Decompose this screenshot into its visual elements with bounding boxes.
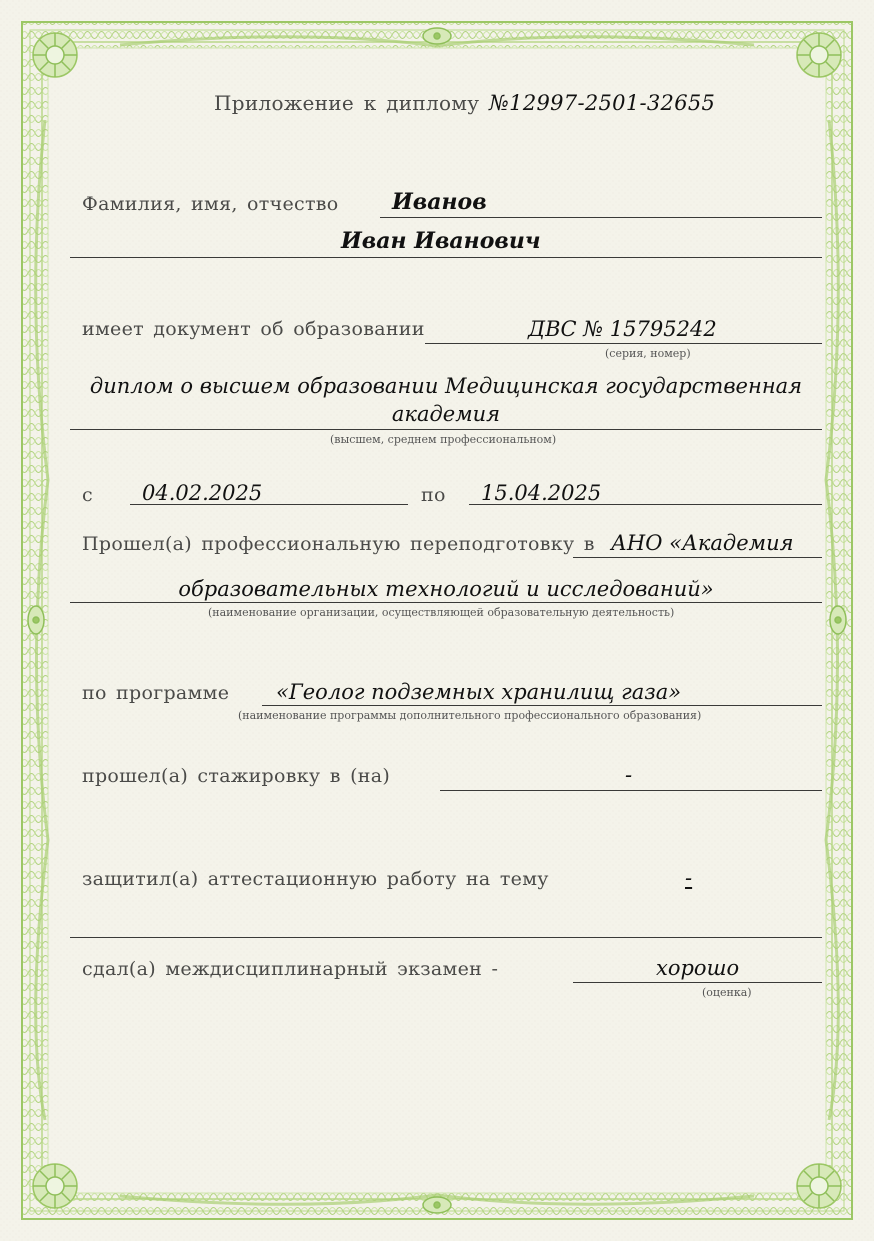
header-prefix: Приложение к диплому xyxy=(214,91,480,115)
fio-surname-line xyxy=(380,217,822,218)
education-doc-line xyxy=(425,343,822,344)
internship-label: прошел(а) стажировку в (на) xyxy=(82,765,391,787)
fio-surname: Иванов xyxy=(392,189,487,215)
thesis-value: - xyxy=(685,866,693,890)
retraining-org-caption: (наименование организации, осуществляющей образовательную деятельность) xyxy=(208,606,675,619)
period-to-line xyxy=(469,504,822,505)
exam-grade-caption: (оценка) xyxy=(702,986,752,999)
education-description-line xyxy=(70,429,822,430)
retraining-org-line2: образовательных технологий и исследований» xyxy=(178,577,714,601)
period-from-label: с xyxy=(82,484,93,506)
education-level-caption: (высшем, среднем профессиональном) xyxy=(330,433,557,446)
education-doc-label: имеет документ об образовании xyxy=(82,318,425,340)
fio-name-line xyxy=(70,257,822,258)
exam-grade: хорошо xyxy=(656,956,740,980)
retraining-org-line2-rule xyxy=(70,602,822,603)
period-from-date: 04.02.2025 xyxy=(142,481,263,505)
period-to-date: 15.04.2025 xyxy=(481,481,602,505)
education-doc-series-number: ДВС № 15795242 xyxy=(528,317,717,341)
thesis-label: защитил(а) аттестационную работу на тему xyxy=(82,868,549,890)
period-to-label: по xyxy=(421,484,446,506)
exam-label: сдал(а) междисциплинарный экзамен - xyxy=(82,958,499,980)
program-name: «Геолог подземных хранилищ газа» xyxy=(276,680,682,704)
internship-line xyxy=(440,790,822,791)
thesis-line xyxy=(70,937,822,938)
fio-name: Иван Иванович xyxy=(341,228,541,254)
retraining-org-line1: АНО «Академия xyxy=(611,531,794,555)
exam-grade-line xyxy=(573,982,822,983)
internship-value: - xyxy=(625,763,633,787)
program-label: по программе xyxy=(82,682,230,704)
education-description-line1: диплом о высшем образовании Медицинская государственная xyxy=(89,374,803,398)
program-caption: (наименование программы дополнительного профессионального образования) xyxy=(238,709,702,722)
retraining-label: Прошел(а) профессиональную переподготовку в xyxy=(82,533,595,555)
fio-label: Фамилия, имя, отчество xyxy=(82,193,339,215)
series-caption: (серия, номер) xyxy=(605,347,691,360)
program-line xyxy=(262,705,822,706)
period-from-line xyxy=(130,504,408,505)
header-title xyxy=(214,91,715,115)
retraining-org-line1-rule xyxy=(573,557,822,558)
diploma-number: №12997-2501-32655 xyxy=(488,91,716,115)
education-description-line2: академия xyxy=(391,402,501,426)
